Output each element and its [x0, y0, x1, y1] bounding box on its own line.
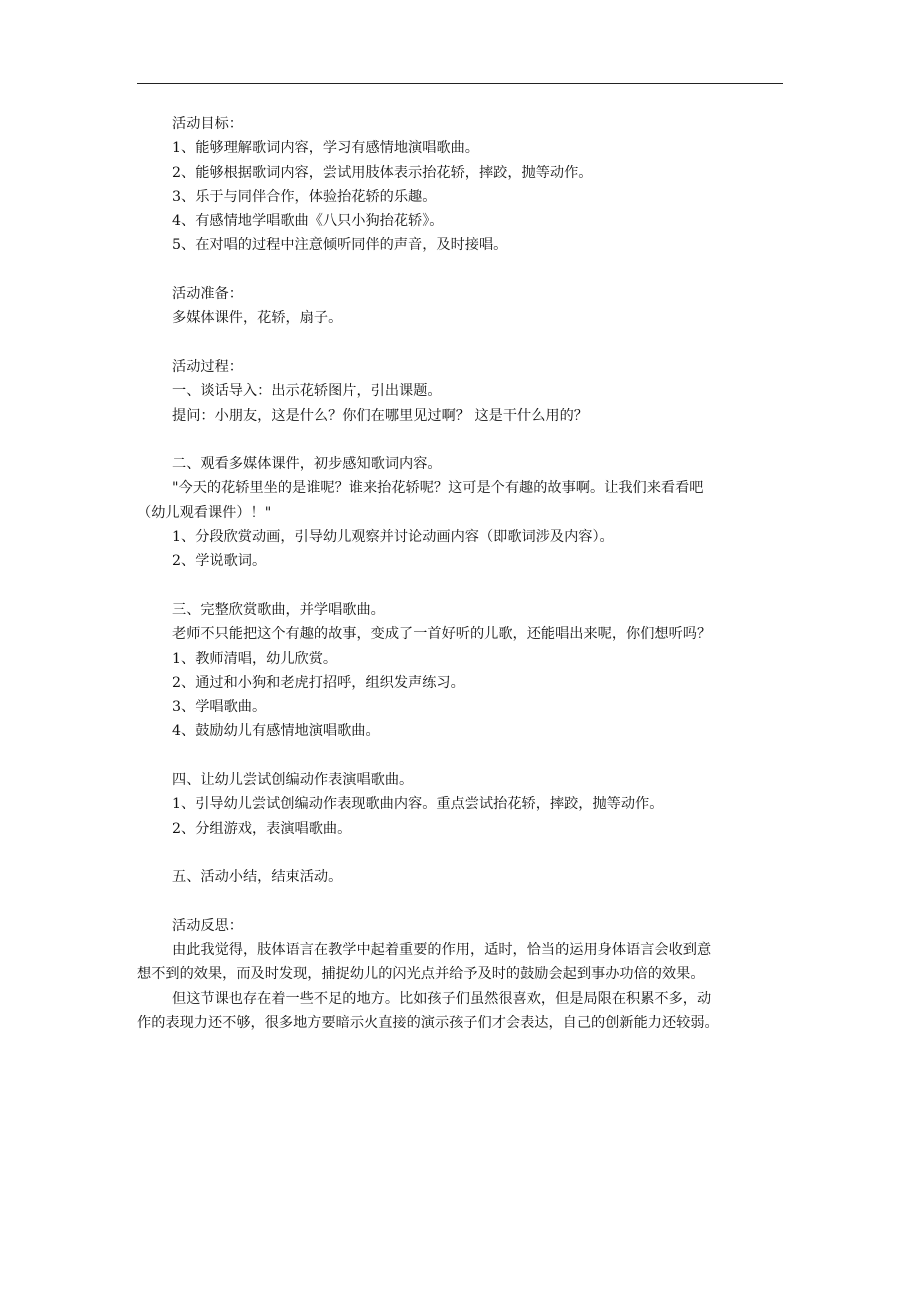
step3-item: 3、学唱歌曲。	[172, 699, 267, 716]
step2-quote-line2: （幼儿观看课件）！"	[137, 504, 272, 521]
reflection-para2-line2: 作的表现力还不够，很多地方要暗示火直接的演示孩子们才会表达，自己的创新能力还较弱。	[137, 1014, 719, 1031]
reflection-para1-line1: 由此我觉得，肢体语言在教学中起着重要的作用，适时，恰当的运用身体语言会收到意	[172, 942, 712, 959]
process-step4-section	[172, 768, 784, 841]
preparation-text: 多媒体课件，花轿，扇子。	[172, 310, 343, 327]
step2-quote-line1: "今天的花轿里坐的是谁呢？谁来抬花轿呢？这可是个有趣的故事啊。让我们来看看吧	[172, 480, 704, 497]
step4-title: 四、让幼儿尝试创编动作表演唱歌曲。	[172, 772, 414, 789]
process-heading: 活动过程：	[172, 358, 243, 375]
step3-item: 4、鼓励幼儿有感情地演唱歌曲。	[172, 723, 380, 740]
step3-intro: 老师不只能把这个有趣的故事，变成了一首好听的儿歌，还能唱出来呢，你们想听吗？	[172, 626, 712, 643]
process-step3-section	[172, 598, 784, 744]
step5-title: 五、活动小结，结束活动。	[172, 869, 343, 886]
reflection-section	[137, 914, 784, 1035]
reflection-para1-line2: 想不到的效果，而及时发现，捕捉幼儿的闪光点并给予及时的鼓励会起到事办功倍的效果。	[137, 966, 705, 983]
step2-item: 1、分段欣赏动画，引导幼儿观察并讨论动画内容（即歌词涉及内容）。	[172, 529, 614, 546]
goals-section	[172, 112, 784, 258]
process-step1-section	[172, 355, 784, 428]
reflection-para2-line1: 但这节课也存在着一些不足的地方。比如孩子们虽然很喜欢，但是局限在积累不多，动	[172, 990, 712, 1007]
goal-item: 3、乐于与同伴合作，体验抬花轿的乐趣。	[172, 188, 437, 205]
preparation-section	[172, 282, 784, 331]
goal-item: 5、在对唱的过程中注意倾听同伴的声音，及时接唱。	[172, 237, 508, 254]
goal-item: 4、有感情地学唱歌曲《八只小狗抬花轿》。	[172, 213, 444, 230]
step4-item: 2、分组游戏，表演唱歌曲。	[172, 820, 352, 837]
goal-item: 2、能够根据歌词内容，尝试用肢体表示抬花轿，摔跤，抛等动作。	[172, 164, 593, 181]
goals-heading: 活动目标：	[172, 116, 243, 132]
step1-title: 一、谈话导入：出示花轿图片，引出课题。	[172, 383, 442, 400]
header-rule	[137, 83, 783, 84]
step1-question: 提问：小朋友，这是什么？你们在哪里见过啊？ 这是干什么用的？	[172, 407, 588, 424]
step3-item: 2、通过和小狗和老虎打招呼，组织发声练习。	[172, 674, 465, 691]
process-step2-section	[137, 452, 784, 573]
reflection-heading: 活动反思：	[172, 917, 243, 934]
step2-item: 2、学说歌词。	[172, 553, 267, 570]
document-body	[137, 112, 784, 1060]
preparation-heading: 活动准备：	[172, 286, 243, 303]
process-step5-section	[172, 865, 784, 889]
step3-title: 三、完整欣赏歌曲，并学唱歌曲。	[172, 601, 385, 618]
step3-item: 1、教师清唱，幼儿欣赏。	[172, 650, 338, 667]
step2-title: 二、观看多媒体课件，初步感知歌词内容。	[172, 456, 442, 473]
step4-item: 1、引导幼儿尝试创编动作表现歌曲内容。重点尝试抬花轿，摔跤，抛等动作。	[172, 796, 664, 813]
goal-item: 1、能够理解歌词内容，学习有感情地演唱歌曲。	[172, 140, 479, 157]
